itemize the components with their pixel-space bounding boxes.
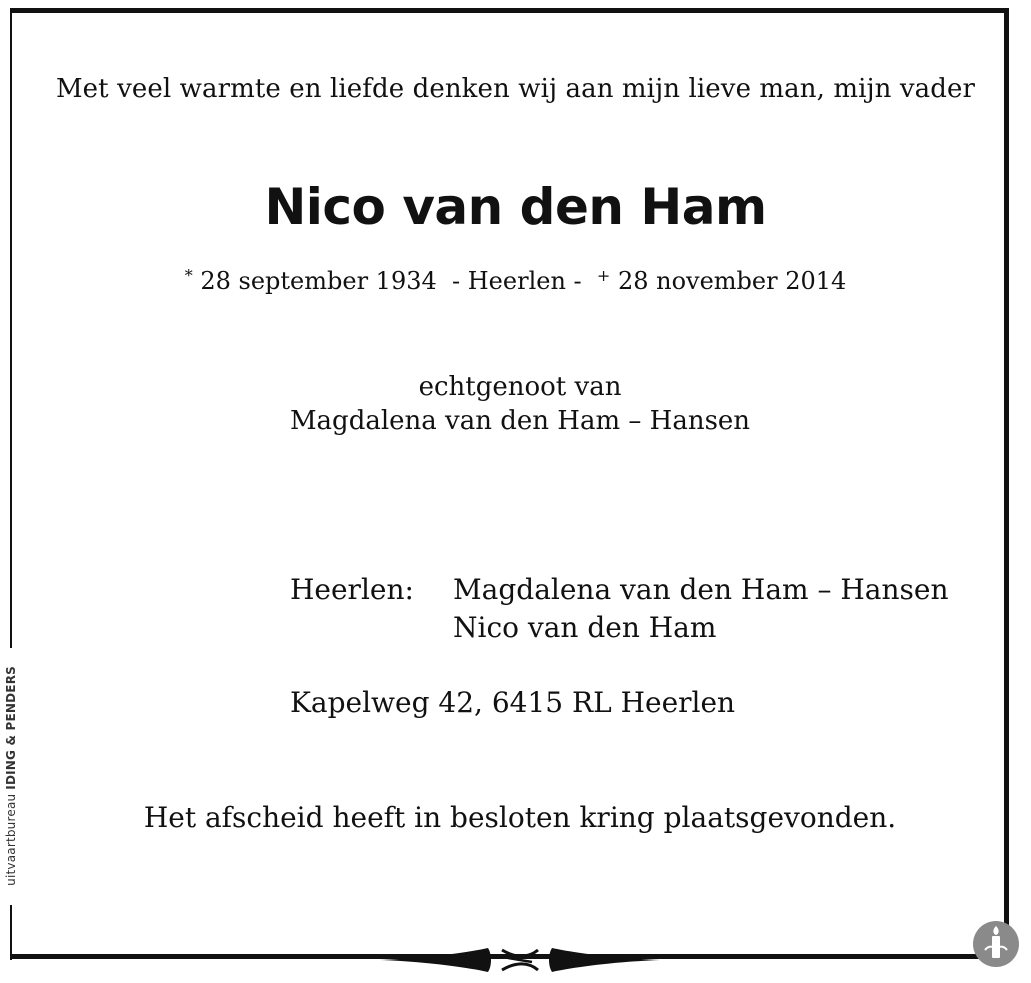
life-dates [0, 266, 1031, 295]
left-border-top [10, 8, 12, 648]
left-border-bottom [10, 905, 12, 960]
candle-badge-icon [972, 920, 1020, 968]
spouse-label: echtgenoot van [418, 372, 622, 402]
flourish-ornament-icon [370, 940, 670, 980]
family-name-2: Nico van den Ham [453, 611, 717, 644]
death-date: 28 november 2014 [617, 267, 847, 295]
address: Kapelweg 42, 6415 RL Heerlen [290, 686, 736, 719]
credit-brand: IDING & PENDERS [4, 666, 18, 790]
spouse-name: Magdalena van den Ham – Hansen [289, 406, 751, 436]
closing-text: Het afscheid heeft in besloten kring plaatsgevonden. [143, 801, 897, 834]
birth-place: - Heerlen - [452, 267, 582, 295]
credit-prefix: uitvaartbureau [4, 789, 18, 886]
intro-text: Met veel warmte en liefde denken wij aan mijn lieve man, mijn vader [55, 74, 976, 104]
family-names [453, 571, 949, 647]
birth-mark: * [184, 266, 193, 285]
deceased-name: Nico van den Ham [264, 178, 767, 236]
family-name-1: Magdalena van den Ham – Hansen [453, 573, 949, 606]
death-mark: + [596, 266, 611, 285]
family-place: Heerlen: [290, 573, 414, 606]
funeral-home-credit [3, 656, 19, 896]
birth-date: 28 september 1934 [200, 267, 437, 295]
